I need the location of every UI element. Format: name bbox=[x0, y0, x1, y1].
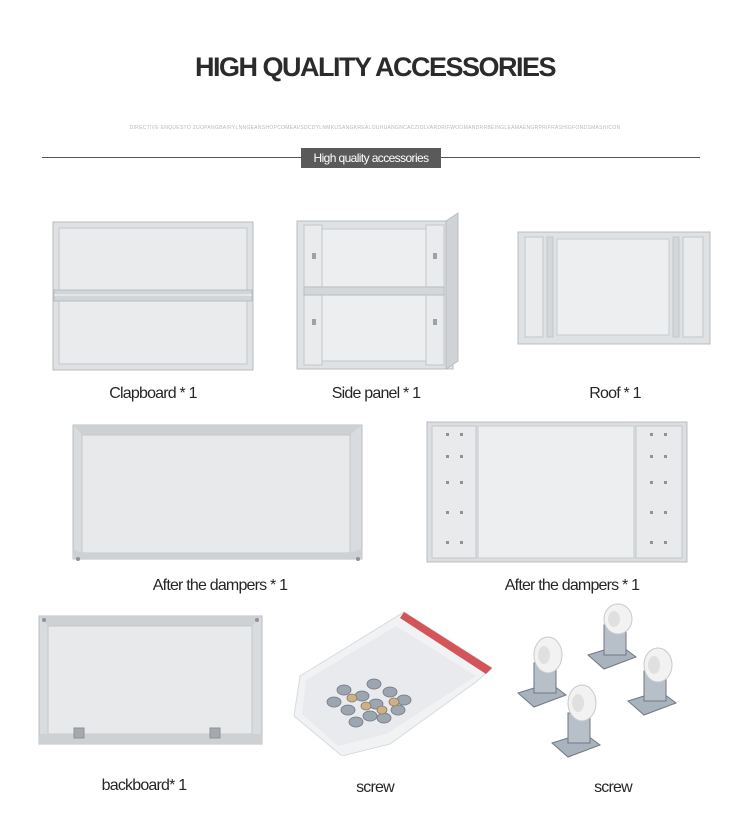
caster-wheels-icon bbox=[510, 603, 706, 763]
item-caption-screw-2: screw bbox=[594, 779, 632, 796]
backboard-panel-icon bbox=[38, 614, 264, 746]
frame-panel-icon bbox=[426, 421, 688, 563]
page-title: HIGH QUALITY ACCESSORIES bbox=[194, 52, 556, 82]
subtitle-microtext: DIRECTIVE ENQUESTO ZUOPANGBAIRYLNNGEANSHOPCOMEAVSDCDYLNMKUSANGKREALOUHUANGNCACZIOLVARDRIFWOOMANDRRBEINGLEAMAENGRPRIFRASHIGFONDSMASHICON bbox=[129, 125, 621, 131]
roof-panel-icon bbox=[517, 231, 711, 345]
item-caption-screw-1: screw bbox=[356, 779, 394, 796]
item-caption-roof: Roof * 1 bbox=[589, 385, 641, 402]
item-caption-side-panel: Side panel * 1 bbox=[331, 385, 421, 402]
tray-panel-icon bbox=[72, 421, 364, 566]
item-caption-backboard: backboard* 1 bbox=[101, 777, 187, 794]
screw-bag-icon bbox=[286, 606, 496, 756]
clapboard-panel-icon bbox=[52, 221, 254, 371]
section-badge: High quality accessories bbox=[301, 148, 441, 168]
item-caption-clapboard: Clapboard * 1 bbox=[109, 385, 197, 402]
item-caption-dampers-1: After the dampers * 1 bbox=[152, 577, 288, 594]
side-panel-icon bbox=[296, 211, 461, 371]
item-caption-dampers-2: After the dampers * 1 bbox=[504, 577, 640, 594]
